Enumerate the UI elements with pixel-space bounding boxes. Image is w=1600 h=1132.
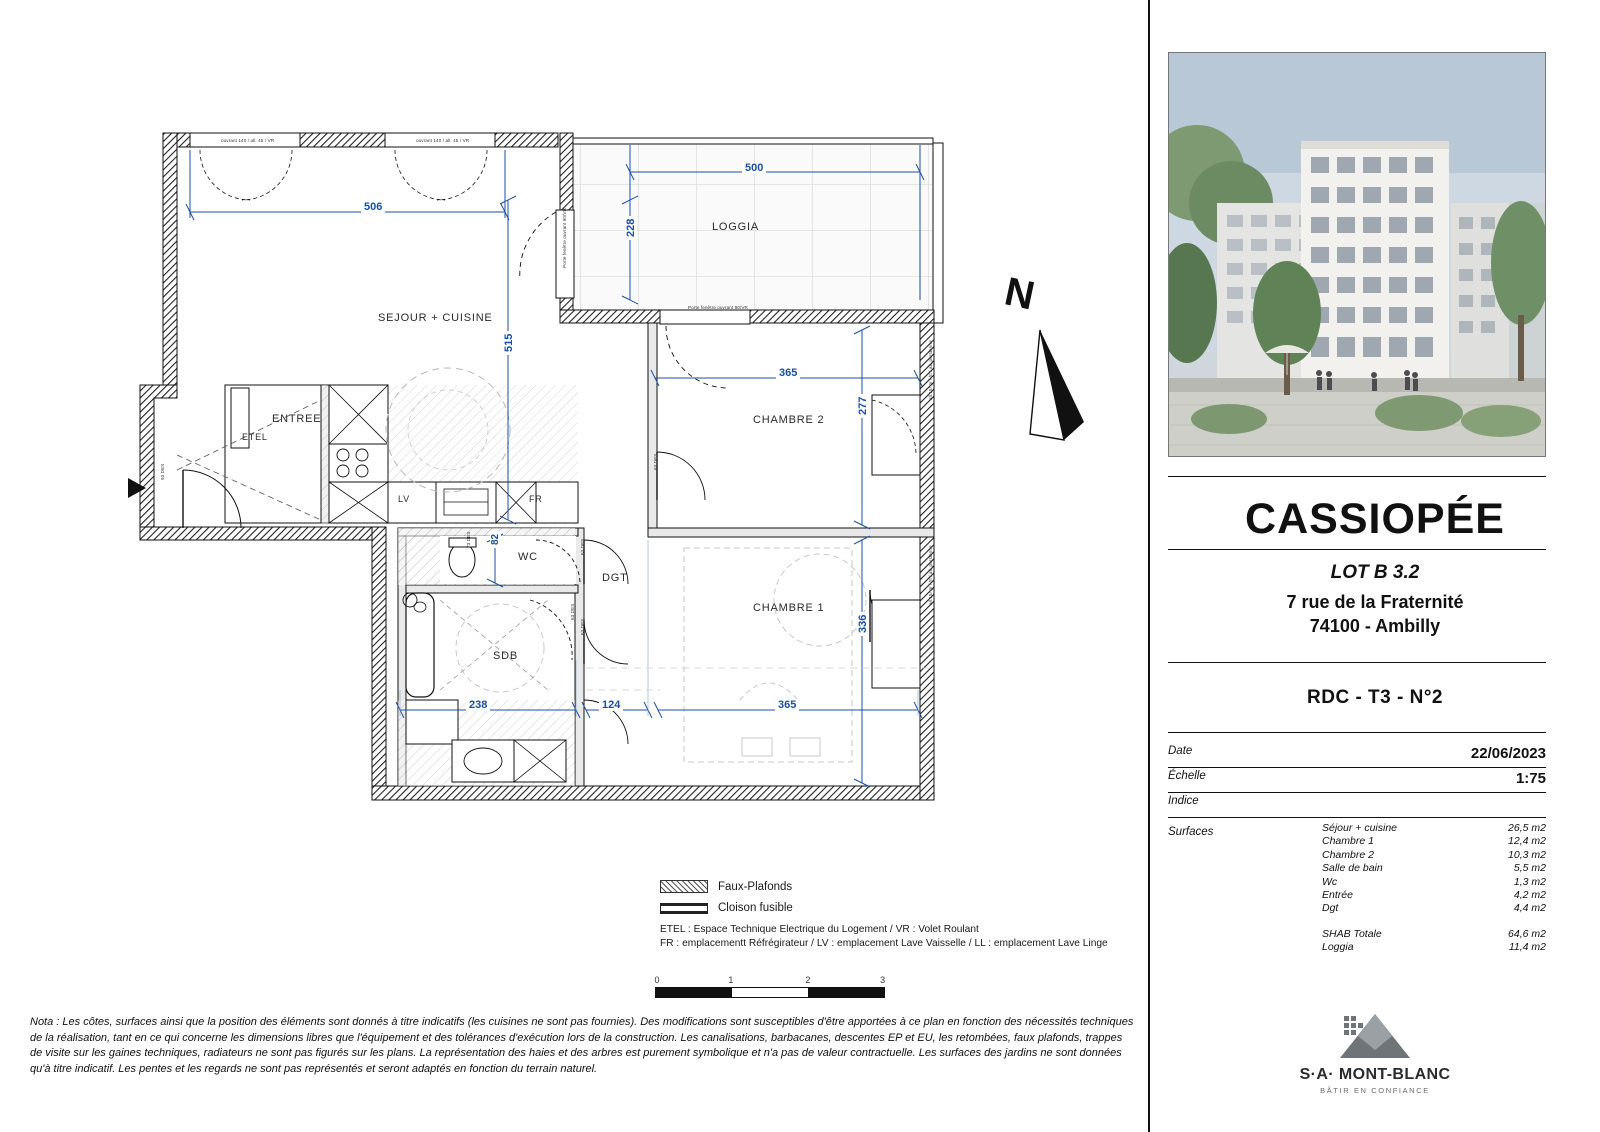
dimension-506: 506 bbox=[361, 201, 385, 213]
panel-rule-unit bbox=[1168, 732, 1546, 733]
dimension-277: 277 bbox=[857, 394, 869, 418]
dimension-82: 82 bbox=[490, 531, 501, 548]
surface-value: 4,4 m2 bbox=[1513, 902, 1546, 915]
title-block-panel bbox=[1150, 0, 1600, 1132]
scale-bar-segment bbox=[732, 988, 808, 997]
surface-value: 1,3 m2 bbox=[1513, 875, 1546, 888]
annotation-porte-fenetre-sejour: Porte fenêtre ouvrant 90/VR bbox=[562, 208, 567, 268]
scale-bar-segment bbox=[656, 988, 732, 997]
surface-total-name: SHAB Totale bbox=[1322, 927, 1382, 940]
surface-name: Chambre 1 bbox=[1322, 835, 1374, 848]
room-label-fr: FR bbox=[529, 494, 543, 504]
panel-rule-brand bbox=[1168, 549, 1546, 550]
scale-tick-3: 3 bbox=[880, 975, 886, 985]
dimension-228: 228 bbox=[625, 216, 637, 240]
room-label-wc: WC bbox=[518, 551, 538, 563]
scale-bar-ticks bbox=[655, 975, 885, 987]
annotation-door-chambre2: 63 DES bbox=[653, 453, 658, 470]
room-label-sejour-cuisine: SEJOUR + CUISINE bbox=[378, 312, 493, 324]
surface-value: 26,5 m2 bbox=[1508, 822, 1546, 834]
faux-plafonds-swatch-icon bbox=[660, 880, 708, 893]
metadata-row-indice bbox=[1168, 795, 1546, 815]
surface-name: Dgt bbox=[1322, 902, 1339, 915]
room-label-etel: ETEL bbox=[242, 432, 268, 442]
metadata-row-date bbox=[1168, 745, 1546, 765]
surface-name: Chambre 2 bbox=[1322, 848, 1374, 861]
scale-tick-1: 1 bbox=[728, 975, 734, 985]
project-render-image bbox=[1168, 52, 1546, 457]
room-label-dgt: DGT bbox=[602, 572, 628, 584]
surfaces-label: Surfaces bbox=[1168, 826, 1214, 838]
legend-label-cloison-fusible: Cloison fusible bbox=[718, 902, 793, 914]
scale-tick-2: 2 bbox=[805, 975, 811, 985]
dimension-515: 515 bbox=[503, 331, 515, 355]
annotation-door-dgt-1: 63 DES bbox=[580, 538, 585, 555]
room-label-loggia: LOGGIA bbox=[712, 221, 759, 233]
surface-total-row bbox=[1322, 941, 1546, 954]
nota-text: Nota : Les côtes, surfaces ainsi que la position des éléments sont donnés à titre indicatifs (les cuisines ne sont pas fournies). Des modifications sont susceptibles d'être apportées à ce plan en fonction des nécessités techniques de la réalisation, tant en ce qui concerne les dimensions libres que l'équipement et des tolérances d'exécution lors de la construction. Les canalisations, barbacanes, descentes EP et EU, les retombées, faux plafonds, trappes de visite sur les gaines techniques, radiateurs ne sont pas figurés sur les plans. La représentation des haies et des arbres est purement symbolique et n'a pas de valeur contractuelle. Les surfaces des jardins ne sont données qu'à titre indicatif. Les pentes et les regards ne sont pas représentés et seront adaptés en fonction du terrain naturel. bbox=[30, 1016, 1134, 1075]
north-indicator: N bbox=[1000, 269, 1039, 319]
annotation-persienne-chambre2: all.15/ gr / ht / all. persienne bbox=[928, 340, 933, 400]
room-label-sdb: SDB bbox=[493, 650, 519, 662]
metadata-row-echelle bbox=[1168, 770, 1546, 790]
dimension-365-bottom: 365 bbox=[775, 699, 799, 711]
dimension-365-top: 365 bbox=[776, 367, 800, 379]
metadata-key-date: Date bbox=[1168, 745, 1193, 757]
metadata-rule-2 bbox=[1168, 792, 1546, 793]
annotation-window-left: ouvrant 140 / all. 45 / VR bbox=[221, 138, 275, 143]
surface-name: Salle de bain bbox=[1322, 862, 1383, 875]
surfaces-spacer bbox=[1322, 916, 1546, 928]
company-logo bbox=[1150, 1010, 1600, 1095]
panel-rule-top bbox=[1168, 476, 1546, 477]
annotation-door-entree: 93 DES bbox=[160, 463, 165, 480]
company-tagline: BÂTIR EN CONFIANCE bbox=[1320, 1086, 1430, 1095]
surface-total-name: Loggia bbox=[1322, 941, 1354, 954]
surface-total-row bbox=[1322, 928, 1546, 941]
annotation-window-right: ouvrant 140 / all. 45 / VR bbox=[416, 138, 470, 143]
mountain-logo-icon bbox=[1336, 1010, 1414, 1062]
cloison-fusible-swatch-icon bbox=[660, 903, 708, 914]
legend bbox=[660, 880, 1120, 951]
scale-bar bbox=[655, 975, 885, 998]
surface-value: 5,5 m2 bbox=[1513, 862, 1546, 875]
surface-value: 10,3 m2 bbox=[1508, 848, 1546, 861]
room-label-chambre-1: CHAMBRE 1 bbox=[753, 602, 825, 614]
metadata-key-indice: Indice bbox=[1168, 795, 1199, 807]
metadata-table bbox=[1168, 745, 1546, 816]
surfaces-table bbox=[1322, 822, 1546, 955]
annotation-porte-fenetre-chambre2: Porte fenêtre ouvrant 90/VR bbox=[688, 305, 748, 310]
annotation-door-sdb: 63 DES bbox=[570, 603, 575, 620]
room-label-entree: ENTREE bbox=[272, 413, 322, 425]
surface-row bbox=[1322, 902, 1546, 915]
surface-row bbox=[1322, 835, 1546, 848]
metadata-value-echelle: 1:75 bbox=[1515, 770, 1546, 787]
annotation-door-wc: 73 DES bbox=[466, 531, 471, 548]
annotation-persienne-chambre1: all.15/ gr / ht / all. persienne bbox=[928, 545, 933, 605]
surface-row bbox=[1322, 862, 1546, 875]
company-name: S·A· MONT-BLANC bbox=[1299, 1066, 1451, 1083]
surface-name: Séjour + cuisine bbox=[1322, 822, 1398, 834]
panel-rule-address bbox=[1168, 662, 1546, 663]
metadata-rule-1 bbox=[1168, 767, 1546, 768]
room-label-lv: LV bbox=[398, 494, 410, 504]
room-label-chambre-2: CHAMBRE 2 bbox=[753, 414, 825, 426]
surface-value: 12,4 m2 bbox=[1508, 835, 1546, 848]
surface-name: Entrée bbox=[1322, 888, 1353, 901]
address-line-2: 74100 - Ambilly bbox=[1309, 616, 1441, 636]
dimension-336: 336 bbox=[857, 612, 869, 636]
surface-value: 4,2 m2 bbox=[1513, 888, 1546, 901]
scale-bar-segment bbox=[808, 988, 884, 997]
metadata-value-date: 22/06/2023 bbox=[1470, 745, 1546, 762]
surface-row bbox=[1322, 889, 1546, 902]
dimension-500: 500 bbox=[742, 162, 766, 174]
legend-item-faux-plafonds bbox=[660, 880, 1120, 893]
surface-row bbox=[1322, 822, 1546, 835]
lot-number: LOT B 3.2 bbox=[1330, 562, 1420, 583]
legend-item-cloison-fusible bbox=[660, 902, 1120, 914]
scale-tick-0: 0 bbox=[654, 975, 660, 985]
project-brand-title: CASSIOPÉE bbox=[1245, 495, 1505, 543]
surface-total-value: 11,4 m2 bbox=[1508, 941, 1546, 954]
address-line-1: 7 rue de la Fraternité bbox=[1286, 592, 1464, 612]
metadata-key-echelle: Échelle bbox=[1168, 770, 1206, 782]
legend-note-fr: FR : emplacementt Réfrégirateur / LV : emplacement Lave Vaisselle / LL : emplacement Lave Linge bbox=[660, 937, 1108, 949]
surface-row bbox=[1322, 876, 1546, 889]
metadata-rule-3 bbox=[1168, 817, 1546, 818]
surface-total-value: 64,6 m2 bbox=[1508, 927, 1546, 940]
scale-bar-bars bbox=[655, 987, 885, 998]
legend-label-faux-plafonds: Faux-Plafonds bbox=[718, 880, 793, 893]
unit-designation: RDC - T3 - N°2 bbox=[1307, 687, 1443, 708]
surface-row bbox=[1322, 849, 1546, 862]
dimension-238: 238 bbox=[466, 699, 490, 711]
legend-note-etel: ETEL : Espace Technique Electrique du Logement / VR : Volet Roulant bbox=[660, 924, 979, 935]
dimension-124: 124 bbox=[599, 699, 623, 711]
surface-name: Wc bbox=[1322, 875, 1338, 888]
annotation-door-dgt-2: 63 DES bbox=[580, 618, 585, 635]
